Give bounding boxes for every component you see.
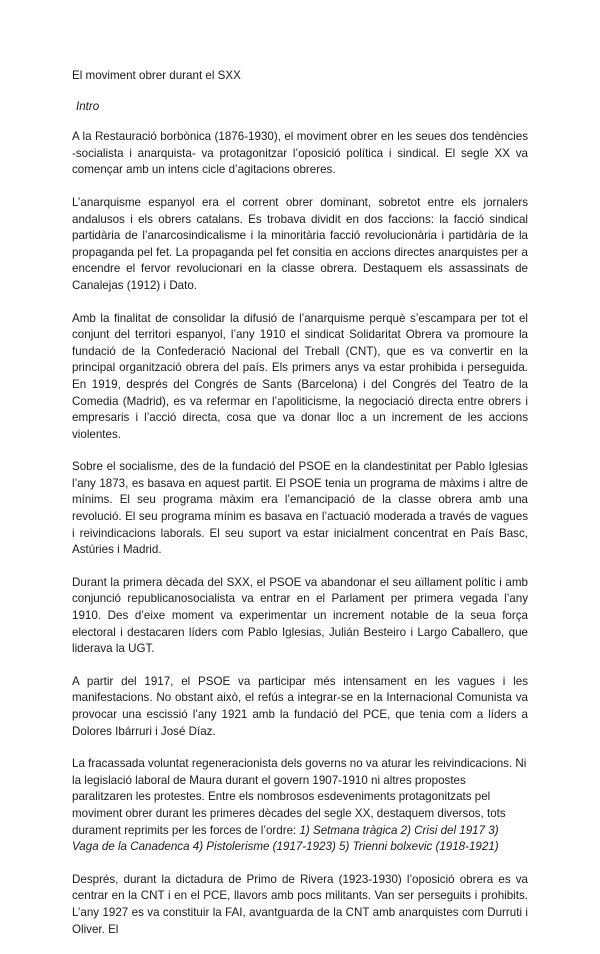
paragraph-dictadura: Després, durant la dictadura de Primo de Rivera (1923-1930) l’oposició obrera es va centrar en la CNT i en el PCE, llavors amb pocs militants. Van ser perseguits i prohibits. L’any 1927 es va constituir la FAI, avantguarda de la CNT amb anarquistes com Durruti i Oliver. El: [72, 872, 528, 936]
paragraph-reivindicacions-events: 1) Setmana tràgica 2) Crisi del 1917 3) Vaga de la Canadenca 4) Pistolerisme (1917-1923) 5) Trienni bolxevic (1918-1921): [72, 823, 499, 854]
document-title: El moviment obrer durant el SXX: [72, 69, 241, 82]
paragraph-pce: A partir del 1917, el PSOE va participar més intensament en les vagues i les manifestacions. No obstant això, el refús a integrar-se en la Internacional Comunista va provocar una escissió l’any 1921 amb la fundació del PCE, que tenia com a líders a Dolores Ibárruri i José Díaz.: [72, 674, 528, 738]
paragraph-restauracio: A la Restauració borbònica (1876-1930), el moviment obrer en les seues dos tendències -socialista i anarquista- va protagonitzar l’oposició política i sindical. El segle XX va començar amb un intens cicle d’agitacions obreres.: [72, 130, 528, 177]
paragraph-anarquisme: L’anarquisme espanyol era el corrent obrer dominant, sobretot entre els jornalers andalusos i els obrers catalans. Es trobava dividit en dos faccions: la facció sindical partidària de l’anarcosindicalisme i la minoritària facció revolucionària i partidària de la propaganda pel fet. La propaganda pel fet consitia en accions directes anarquistes per a encendre el fervor revolucionari en la classe obrera. Destaquem els assassinats de Canalejas (1912) i Dato.: [72, 195, 528, 292]
paragraph-cnt: Amb la finalitat de consolidar la difusió de l’anarquisme perquè s’escampara per tot el conjunt del territori espanyol, l’any 1910 el sindicat Solidaritat Obrera va promoure la fundació de la Confederació Nacional del Treball (CNT), que es va convertir en la principal organització obrera del país. Els primers anys va estar prohibida i perseguida. En 1919, després del Congrés de Sants (Barcelona) i del Congrés del Teatro de la Comedia (Madrid), es va refermar en l’apoliticisme, la negociació directa entre obrers i empresaris i l’acció directa, cosa que va donar lloc a un increment de les accions violentes.: [72, 311, 528, 441]
intro-heading: Intro: [76, 99, 100, 113]
document-page: [72, 68, 528, 954]
paragraph-psoe-parlament: Durant la primera dècada del SXX, el PSOE va abandonar el seu aïllament polític i amb conjunció republicanosocialista va entrar en el Parlament per primera vegada l’any 1910. Des d’eixe moment va experimentar un increment notable de la seua força electoral i destacaren líders com Pablo Iglesias, Julián Besteiro i Largo Caballero, que liderava la UGT.: [72, 575, 528, 656]
paragraph-reivindicacions-text: La fracassada voluntat regeneracionista dels governs no va aturar les reivindicacions. Ni la legislació laboral de Maura durant el govern 1907-1910 ni altres propostes paralitzaren les protestes. Entre els nombrosos esdeveniments protagonitzats pel moviment obrer durant les primeres dècades del segle XX, destaquem diversos, tots durament reprimits per les forces de l’ordre:: [72, 757, 527, 837]
paragraph-socialisme: Sobre el socialisme, des de la fundació del PSOE en la clandestinitat per Pablo Iglesias l’any 1873, es basava en aquest partit. El PSOE tenia un programa de màxims i altre de mínims. El seu programa màxim era l’emancipació de la classe obrera amb una revolució. El seu programa mínim es basava en l’actuació moderada a través de vagues i reivindicacions laborals. El seu suport va estar inicialment concentrat en País Basc, Astúries i Madrid.: [72, 460, 528, 557]
paragraph-reivindicacions: [72, 756, 528, 856]
